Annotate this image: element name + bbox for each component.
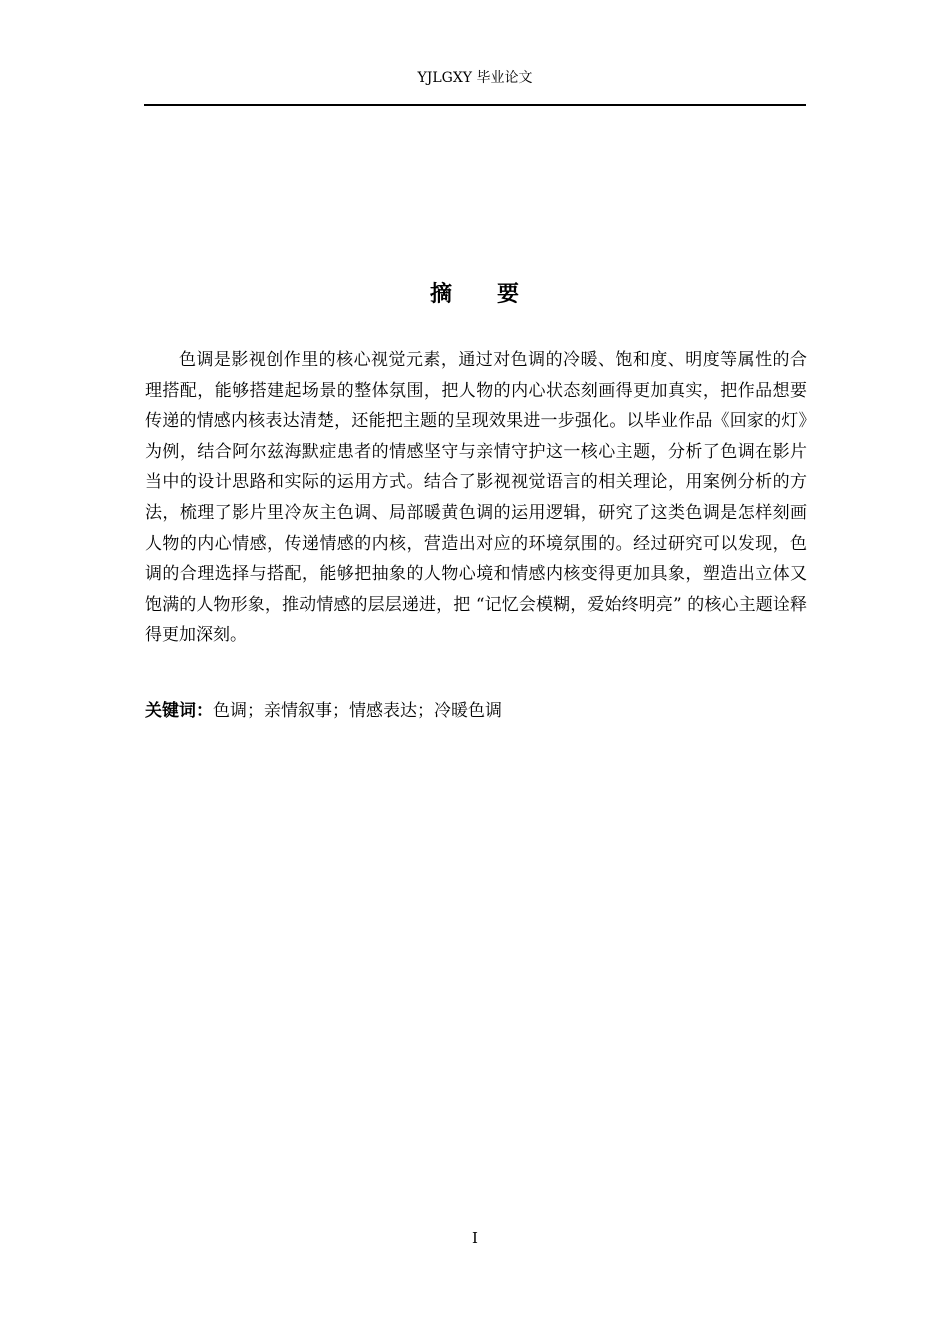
keywords-label: 关键词： <box>145 701 213 721</box>
page-number: I <box>472 1229 478 1247</box>
running-header: YJLGXY 毕业论文 <box>417 70 533 86</box>
abstract-heading <box>0 280 950 310</box>
header-divider <box>144 104 806 106</box>
keywords-line <box>145 697 807 725</box>
keywords-values: 色调；亲情叙事；情感表达；冷暖色调 <box>213 701 502 721</box>
abstract-heading-part2: 要 <box>497 282 521 307</box>
abstract-body: 色调是影视创作里的核心视觉元素，通过对色调的冷暖、饱和度、明度等属性的合理搭配，能够搭建起场景的整体氛围，把人物的内心状态刻画得更加真实，把作品想要传递的情感内核表达清楚，还能把主题的呈现效果进一步强化。以毕业作品《回家的灯》为例，结合阿尔兹海默症患者的情感坚守与亲情守护这一核心主题，分析了色调在影片当中的设计思路和实际的运用方式。结合了影视视觉语言的相关理论，用案例分析的方法，梳理了影片里冷灰主色调、局部暖黄色调的运用逻辑，研究了这类色调是怎样刻画人物的内心情感，传递情感的内核，营造出对应的环境氛围的。经过研究可以发现，色调的合理选择与搭配，能够把抽象的人物心境和情感内核变得更加具象，塑造出立体又饱满的人物形象，推动情感的层层递进，把 “记忆会模糊，爱始终明亮” 的核心主题诠释得更加深刻。 <box>145 350 807 646</box>
abstract-heading-part1: 摘 <box>429 282 453 307</box>
